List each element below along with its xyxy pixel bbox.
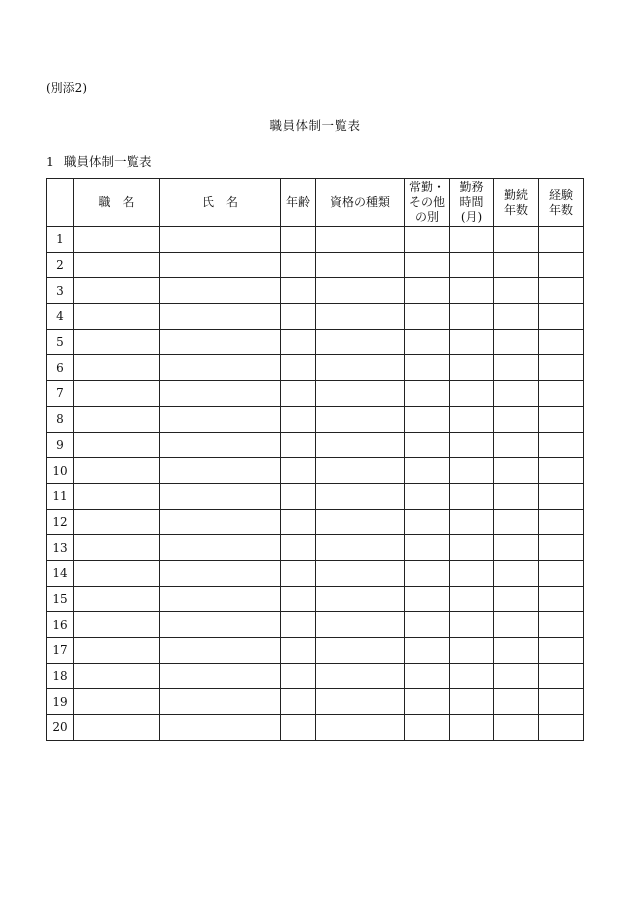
cell-age: [281, 458, 316, 484]
cell-name: [160, 638, 281, 664]
table-row: [47, 406, 584, 432]
cell-qualification: [316, 381, 405, 407]
cell-years-of-service: [494, 406, 539, 432]
row-number: 3: [47, 278, 74, 304]
cell-years-of-experience: [539, 560, 584, 586]
cell-working-hours: [450, 458, 494, 484]
cell-job-title: [74, 560, 160, 586]
header-qualification: 資格の種類: [316, 179, 405, 227]
cell-working-hours: [450, 560, 494, 586]
cell-employment-type: [405, 329, 450, 355]
row-number: 8: [47, 406, 74, 432]
cell-years-of-service: [494, 278, 539, 304]
cell-years-of-experience: [539, 535, 584, 561]
cell-name: [160, 663, 281, 689]
table-row: [47, 663, 584, 689]
table-row: [47, 278, 584, 304]
header-employment-type: 常勤・ その他 の別: [405, 179, 450, 227]
cell-age: [281, 304, 316, 330]
cell-age: [281, 329, 316, 355]
cell-qualification: [316, 355, 405, 381]
cell-working-hours: [450, 638, 494, 664]
cell-name: [160, 483, 281, 509]
cell-years-of-service: [494, 715, 539, 741]
cell-years-of-service: [494, 560, 539, 586]
cell-job-title: [74, 509, 160, 535]
row-number: 2: [47, 252, 74, 278]
table-row: [47, 483, 584, 509]
cell-employment-type: [405, 227, 450, 253]
cell-age: [281, 406, 316, 432]
table-row: [47, 689, 584, 715]
cell-job-title: [74, 406, 160, 432]
cell-working-hours: [450, 381, 494, 407]
table-row: [47, 715, 584, 741]
section-title: 職員体制一覧表: [64, 154, 152, 169]
cell-name: [160, 252, 281, 278]
cell-job-title: [74, 227, 160, 253]
row-number: 10: [47, 458, 74, 484]
row-number: 7: [47, 381, 74, 407]
row-number: 13: [47, 535, 74, 561]
cell-age: [281, 381, 316, 407]
row-number: 15: [47, 586, 74, 612]
row-number: 6: [47, 355, 74, 381]
cell-job-title: [74, 483, 160, 509]
table-row: [47, 509, 584, 535]
table-row: [47, 252, 584, 278]
row-number: 20: [47, 715, 74, 741]
table-row: [47, 381, 584, 407]
cell-job-title: [74, 329, 160, 355]
cell-age: [281, 432, 316, 458]
cell-working-hours: [450, 432, 494, 458]
cell-job-title: [74, 612, 160, 638]
cell-age: [281, 586, 316, 612]
cell-name: [160, 689, 281, 715]
cell-name: [160, 304, 281, 330]
cell-job-title: [74, 638, 160, 664]
cell-years-of-service: [494, 227, 539, 253]
cell-age: [281, 715, 316, 741]
section-number: 1: [46, 154, 54, 169]
table-row: [47, 535, 584, 561]
row-number: 16: [47, 612, 74, 638]
cell-employment-type: [405, 715, 450, 741]
cell-employment-type: [405, 663, 450, 689]
cell-working-hours: [450, 304, 494, 330]
cell-qualification: [316, 715, 405, 741]
table-row: [47, 304, 584, 330]
cell-name: [160, 715, 281, 741]
cell-qualification: [316, 406, 405, 432]
cell-years-of-experience: [539, 406, 584, 432]
cell-job-title: [74, 586, 160, 612]
cell-years-of-service: [494, 304, 539, 330]
table-row: [47, 586, 584, 612]
cell-age: [281, 355, 316, 381]
cell-working-hours: [450, 278, 494, 304]
table-row: [47, 355, 584, 381]
cell-working-hours: [450, 355, 494, 381]
cell-job-title: [74, 715, 160, 741]
cell-years-of-experience: [539, 483, 584, 509]
header-age: 年齢: [281, 179, 316, 227]
cell-job-title: [74, 535, 160, 561]
row-number: 11: [47, 483, 74, 509]
cell-years-of-experience: [539, 586, 584, 612]
cell-years-of-experience: [539, 252, 584, 278]
cell-age: [281, 535, 316, 561]
cell-years-of-experience: [539, 381, 584, 407]
header-row: [47, 179, 584, 227]
row-number: 17: [47, 638, 74, 664]
annex-label: (別添2): [46, 81, 87, 95]
cell-name: [160, 278, 281, 304]
cell-job-title: [74, 458, 160, 484]
header-number: [47, 179, 74, 227]
cell-job-title: [74, 689, 160, 715]
cell-qualification: [316, 227, 405, 253]
cell-name: [160, 458, 281, 484]
header-job-title: 職 名: [74, 179, 160, 227]
cell-employment-type: [405, 278, 450, 304]
cell-years-of-service: [494, 381, 539, 407]
cell-qualification: [316, 483, 405, 509]
header-working-hours: 勤務 時間 (月): [450, 179, 494, 227]
cell-working-hours: [450, 586, 494, 612]
cell-years-of-experience: [539, 227, 584, 253]
cell-age: [281, 612, 316, 638]
table-row: [47, 329, 584, 355]
cell-years-of-experience: [539, 638, 584, 664]
cell-name: [160, 612, 281, 638]
cell-years-of-service: [494, 509, 539, 535]
cell-employment-type: [405, 355, 450, 381]
cell-employment-type: [405, 304, 450, 330]
cell-job-title: [74, 432, 160, 458]
cell-job-title: [74, 278, 160, 304]
cell-name: [160, 406, 281, 432]
cell-working-hours: [450, 535, 494, 561]
cell-age: [281, 689, 316, 715]
cell-years-of-service: [494, 329, 539, 355]
cell-working-hours: [450, 509, 494, 535]
cell-employment-type: [405, 612, 450, 638]
cell-working-hours: [450, 329, 494, 355]
cell-qualification: [316, 458, 405, 484]
cell-job-title: [74, 381, 160, 407]
table-row: [47, 432, 584, 458]
cell-years-of-service: [494, 535, 539, 561]
cell-age: [281, 483, 316, 509]
cell-years-of-service: [494, 355, 539, 381]
cell-name: [160, 586, 281, 612]
cell-years-of-service: [494, 586, 539, 612]
section-heading: [46, 154, 152, 170]
cell-years-of-experience: [539, 509, 584, 535]
cell-age: [281, 509, 316, 535]
cell-age: [281, 227, 316, 253]
header-years-of-experience: 経験 年数: [539, 179, 584, 227]
cell-years-of-service: [494, 689, 539, 715]
staff-table: [46, 178, 584, 741]
cell-job-title: [74, 663, 160, 689]
cell-qualification: [316, 432, 405, 458]
header-years-of-service: 勤続 年数: [494, 179, 539, 227]
cell-years-of-service: [494, 458, 539, 484]
cell-qualification: [316, 560, 405, 586]
cell-years-of-experience: [539, 304, 584, 330]
cell-employment-type: [405, 483, 450, 509]
row-number: 4: [47, 304, 74, 330]
cell-working-hours: [450, 663, 494, 689]
cell-name: [160, 432, 281, 458]
cell-years-of-service: [494, 483, 539, 509]
cell-years-of-service: [494, 252, 539, 278]
row-number: 18: [47, 663, 74, 689]
cell-qualification: [316, 535, 405, 561]
cell-name: [160, 355, 281, 381]
cell-years-of-experience: [539, 458, 584, 484]
cell-years-of-experience: [539, 689, 584, 715]
header-name: 氏 名: [160, 179, 281, 227]
cell-working-hours: [450, 689, 494, 715]
cell-qualification: [316, 663, 405, 689]
cell-employment-type: [405, 381, 450, 407]
cell-employment-type: [405, 560, 450, 586]
table-row: [47, 227, 584, 253]
cell-years-of-service: [494, 432, 539, 458]
cell-qualification: [316, 612, 405, 638]
cell-age: [281, 252, 316, 278]
cell-name: [160, 509, 281, 535]
cell-employment-type: [405, 458, 450, 484]
row-number: 1: [47, 227, 74, 253]
cell-years-of-experience: [539, 278, 584, 304]
table-row: [47, 638, 584, 664]
table-row: [47, 612, 584, 638]
cell-name: [160, 560, 281, 586]
row-number: 19: [47, 689, 74, 715]
cell-qualification: [316, 509, 405, 535]
cell-name: [160, 381, 281, 407]
cell-years-of-service: [494, 638, 539, 664]
cell-job-title: [74, 252, 160, 278]
cell-years-of-service: [494, 612, 539, 638]
cell-age: [281, 663, 316, 689]
cell-name: [160, 227, 281, 253]
cell-employment-type: [405, 406, 450, 432]
cell-working-hours: [450, 612, 494, 638]
cell-years-of-experience: [539, 612, 584, 638]
cell-employment-type: [405, 638, 450, 664]
cell-employment-type: [405, 432, 450, 458]
cell-employment-type: [405, 586, 450, 612]
cell-qualification: [316, 252, 405, 278]
cell-qualification: [316, 586, 405, 612]
row-number: 14: [47, 560, 74, 586]
cell-working-hours: [450, 715, 494, 741]
row-number: 9: [47, 432, 74, 458]
cell-years-of-service: [494, 663, 539, 689]
cell-job-title: [74, 355, 160, 381]
cell-years-of-experience: [539, 432, 584, 458]
cell-employment-type: [405, 689, 450, 715]
table-row: [47, 560, 584, 586]
table-row: [47, 458, 584, 484]
cell-working-hours: [450, 252, 494, 278]
cell-working-hours: [450, 483, 494, 509]
cell-qualification: [316, 329, 405, 355]
document-title: 職員体制一覧表: [269, 118, 361, 133]
cell-qualification: [316, 689, 405, 715]
cell-qualification: [316, 638, 405, 664]
cell-working-hours: [450, 227, 494, 253]
cell-name: [160, 535, 281, 561]
cell-age: [281, 278, 316, 304]
cell-employment-type: [405, 535, 450, 561]
cell-employment-type: [405, 509, 450, 535]
cell-years-of-experience: [539, 355, 584, 381]
cell-years-of-experience: [539, 715, 584, 741]
cell-years-of-experience: [539, 329, 584, 355]
row-number: 12: [47, 509, 74, 535]
cell-working-hours: [450, 406, 494, 432]
cell-years-of-experience: [539, 663, 584, 689]
cell-qualification: [316, 278, 405, 304]
cell-employment-type: [405, 252, 450, 278]
row-number: 5: [47, 329, 74, 355]
cell-age: [281, 638, 316, 664]
cell-age: [281, 560, 316, 586]
cell-qualification: [316, 304, 405, 330]
cell-job-title: [74, 304, 160, 330]
cell-name: [160, 329, 281, 355]
